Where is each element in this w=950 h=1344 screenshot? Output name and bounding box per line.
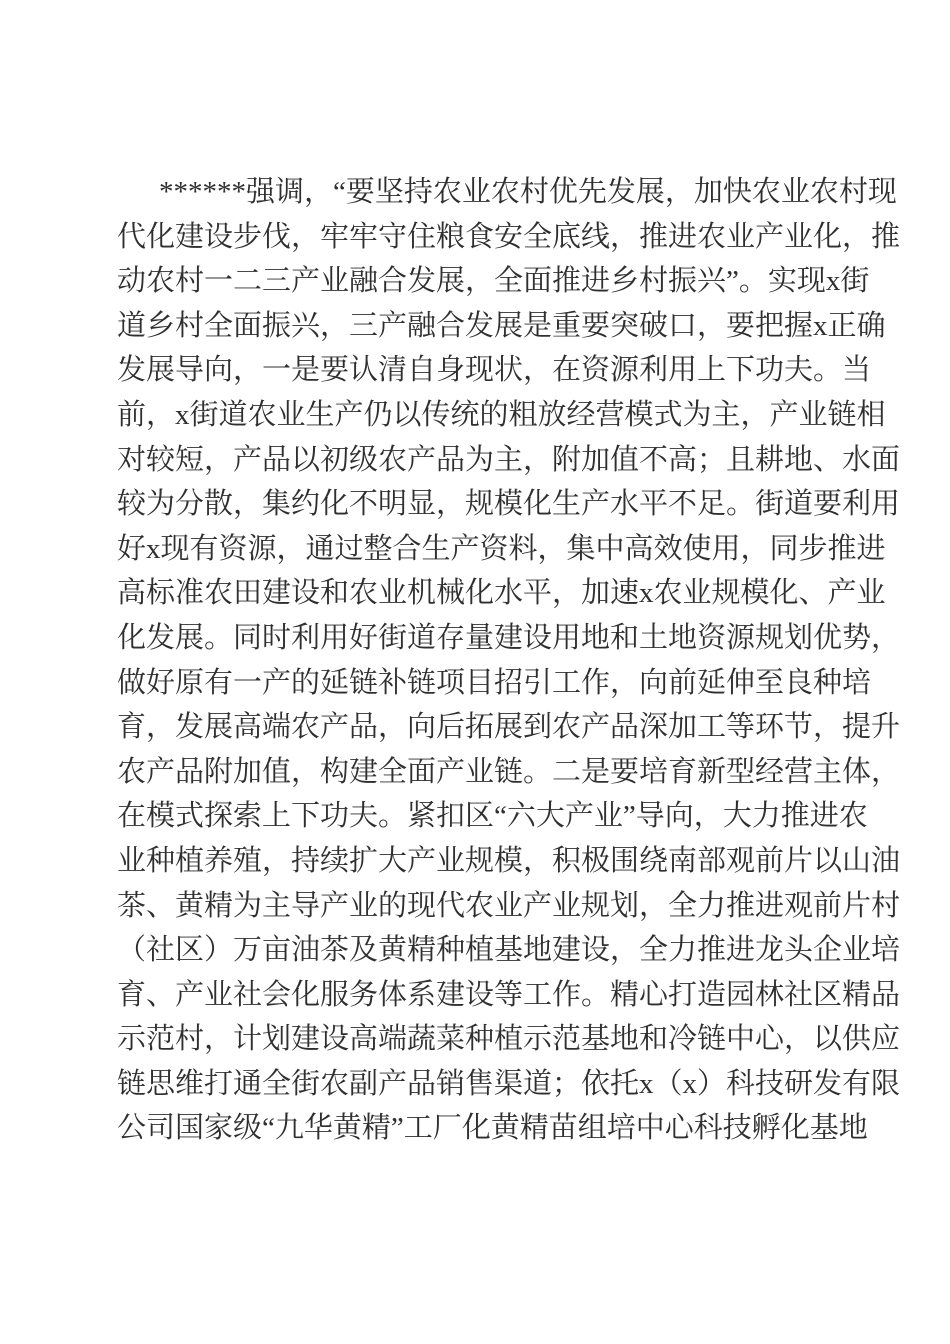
text-line: 前，x街道农业生产仍以传统的粗放经营模式为主，产业链相 xyxy=(117,398,886,431)
text-line: 高标准农田建设和农业机械化水平，加速x农业规模化、产业 xyxy=(117,577,886,610)
text-line: 农产品附加值，构建全面产业链。二是要培育新型经营主体， xyxy=(117,755,901,788)
body-text-paragraph xyxy=(117,170,901,1151)
text-line: 对较短，产品以初级农产品为主，附加值不高；且耕地、水面 xyxy=(117,443,901,476)
text-line: 道乡村全面振兴，三产融合发展是重要突破口，要把握x正确 xyxy=(117,309,886,342)
text-line: 链思维打通全街农副产品销售渠道；依托x（x）科技研发有限 xyxy=(117,1067,901,1100)
text-line: （社区）万亩油茶及黄精种植基地建设，全力推进龙头企业培 xyxy=(117,934,901,967)
text-line: 好x现有资源，通过整合生产资料，集中高效使用，同步推进 xyxy=(117,532,886,565)
text-line: 化发展。同时利用好街道存量建设用地和土地资源规划优势， xyxy=(117,621,901,654)
text-line: 做好原有一产的延链补链项目招引工作，向前延伸至良种培 xyxy=(117,666,872,699)
text-line: 公司国家级“九华黄精”工厂化黄精苗组培中心科技孵化基地 xyxy=(117,1112,868,1145)
text-line: 在模式探索上下功夫。紧扣区“六大产业”导向，大力推进农 xyxy=(117,800,868,833)
text-line: ******强调，“要坚持农业农村优先发展，加快农业农村现 xyxy=(159,176,897,208)
text-line: 示范村，计划建设高端蔬菜种植示范基地和冷链中心，以供应 xyxy=(117,1023,901,1056)
text-line: 茶、黄精为主导产业的现代农业产业规划，全力推进观前片村 xyxy=(117,889,901,922)
text-line: 代化建设步伐，牢牢守住粮食安全底线，推进农业产业化，推 xyxy=(117,220,901,253)
text-line: 业种植养殖，持续扩大产业规模，积极围绕南部观前片以山油 xyxy=(117,844,901,877)
text-line: 育，发展高端农产品，向后拓展到农产品深加工等环节，提升 xyxy=(117,711,901,744)
text-line: 动农村一二三产业融合发展，全面推进乡村振兴”。实现x街 xyxy=(117,265,870,298)
text-line: 较为分散，集约化不明显，规模化生产水平不足。街道要利用 xyxy=(117,488,901,521)
text-line: 育、产业社会化服务体系建设等工作。精心打造园林社区精品 xyxy=(117,978,901,1011)
text-line: 发展导向，一是要认清自身现状，在资源利用上下功夫。当 xyxy=(117,354,872,387)
